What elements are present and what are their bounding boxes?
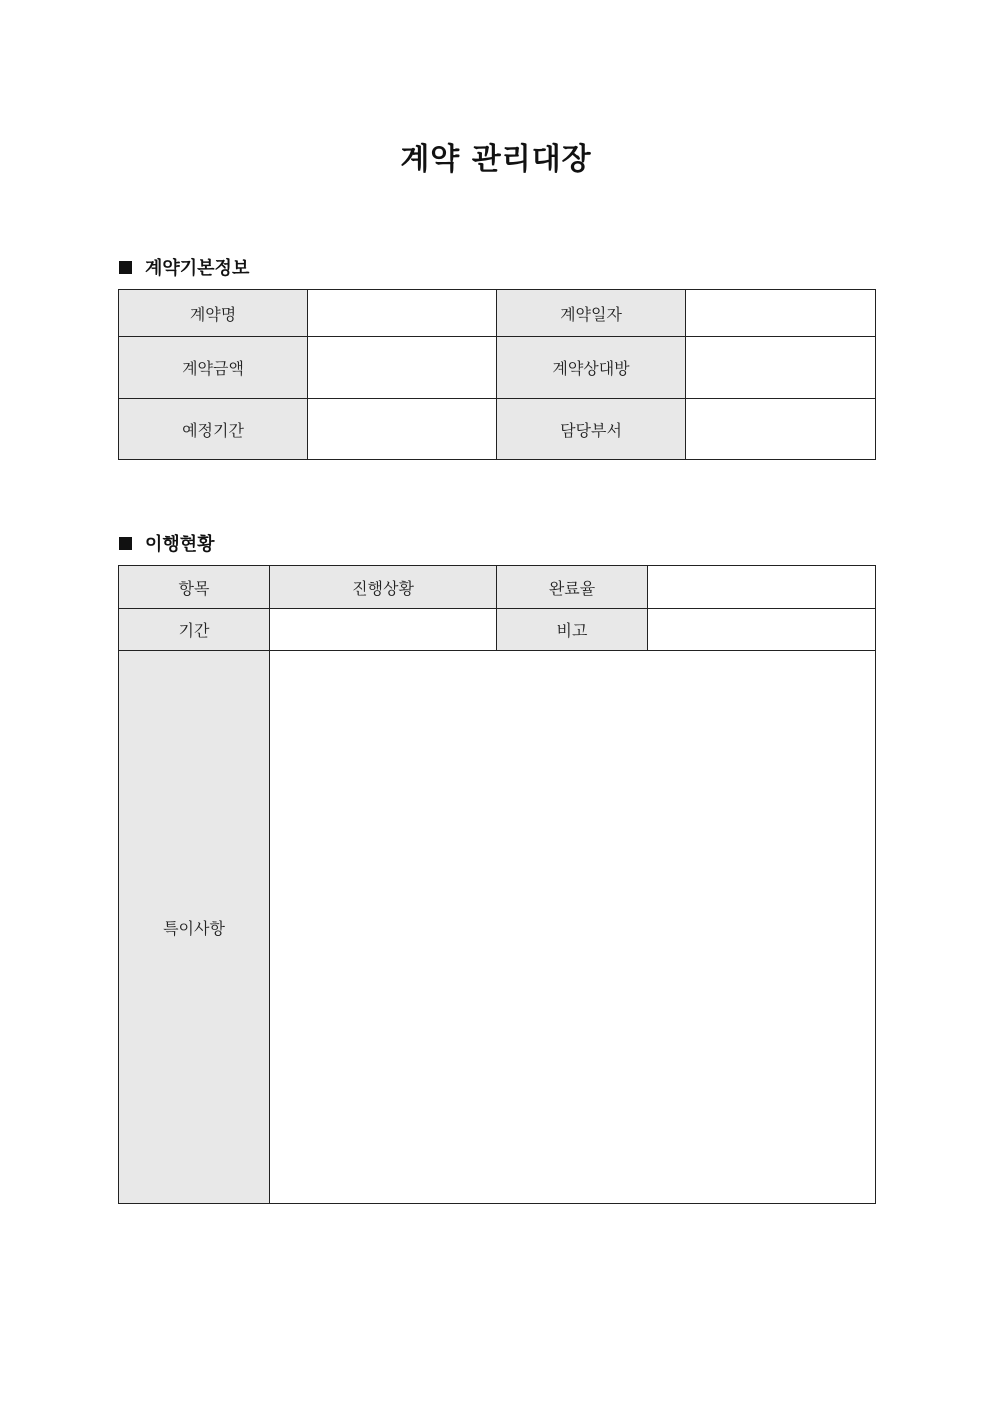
completion-rate-field[interactable] (648, 566, 876, 609)
section-heading-label: 이행현황 (145, 534, 215, 555)
counterparty-field[interactable] (686, 337, 876, 399)
contract-amount-label: 계약금액 (119, 337, 308, 399)
planned-period-field[interactable] (308, 399, 497, 460)
table-row (119, 399, 876, 460)
contract-amount-field[interactable] (308, 337, 497, 399)
completion-rate-label: 완료율 (497, 566, 648, 609)
counterparty-label: 계약상대방 (497, 337, 686, 399)
department-field[interactable] (686, 399, 876, 460)
section-heading-progress (119, 530, 215, 556)
section-heading-label: 계약기본정보 (145, 258, 250, 279)
table-row (119, 566, 876, 609)
item-label: 항목 (119, 566, 270, 609)
contract-name-field[interactable] (308, 290, 497, 337)
contract-date-label: 계약일자 (497, 290, 686, 337)
remarks-label: 비고 (497, 609, 648, 651)
table-row (119, 651, 876, 1204)
period-label: 기간 (119, 609, 270, 651)
period-field[interactable] (270, 609, 497, 651)
status-label: 진행상황 (270, 566, 497, 609)
special-notes-field[interactable] (270, 651, 876, 1204)
remarks-field[interactable] (648, 609, 876, 651)
square-bullet-icon (119, 261, 132, 274)
department-label: 담당부서 (497, 399, 686, 460)
progress-table (118, 565, 876, 1204)
planned-period-label: 예정기간 (119, 399, 308, 460)
contract-name-label: 계약명 (119, 290, 308, 337)
section-heading-basic-info (119, 254, 249, 280)
special-notes-label: 특이사항 (119, 651, 270, 1204)
document-title: 계약 관리대장 (400, 142, 592, 177)
contract-date-field[interactable] (686, 290, 876, 337)
basic-info-table (118, 289, 876, 460)
square-bullet-icon (119, 537, 132, 550)
table-row (119, 337, 876, 399)
table-row (119, 290, 876, 337)
table-row (119, 609, 876, 651)
